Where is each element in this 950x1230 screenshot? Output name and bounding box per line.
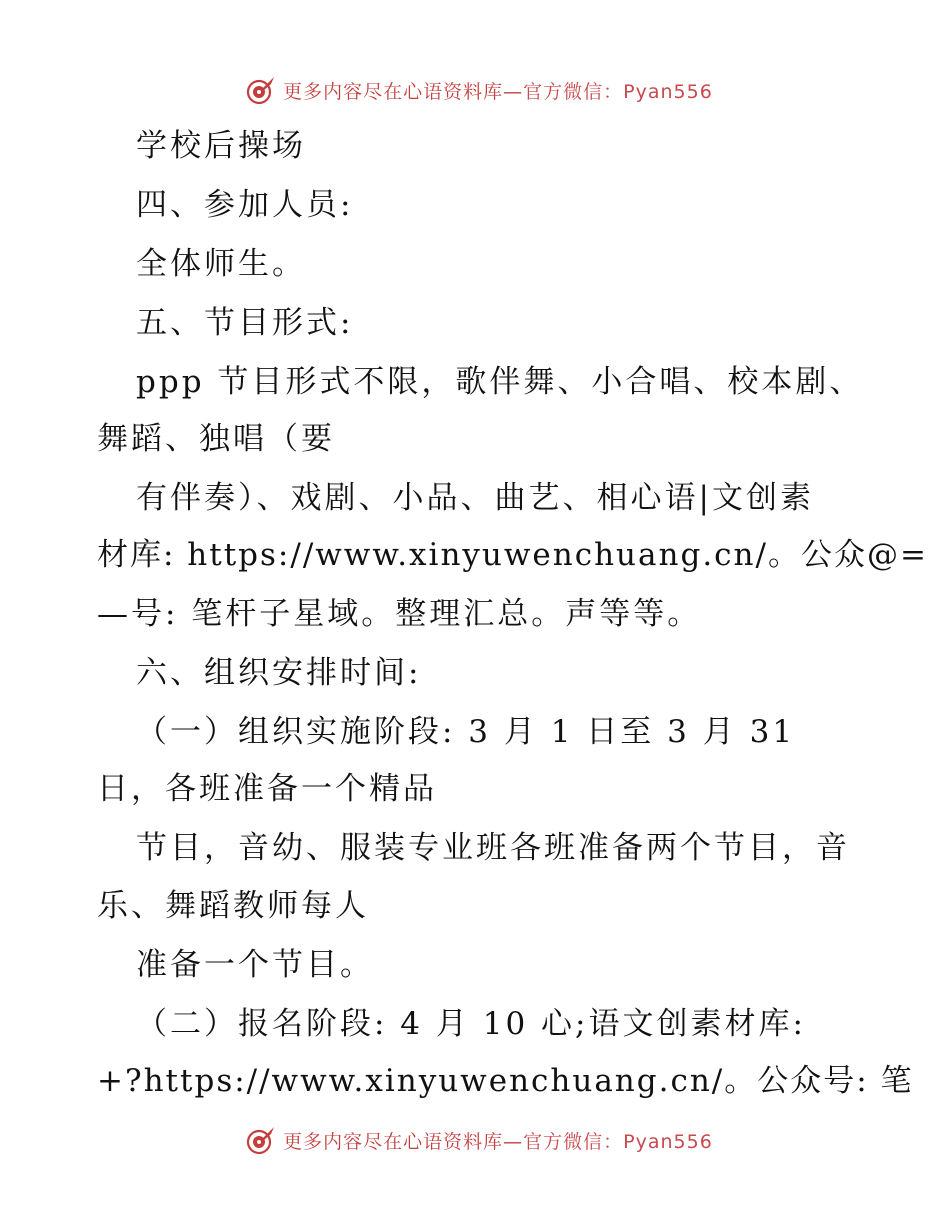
text-line: 准备一个节目。 (136, 947, 374, 983)
text-line: 节目，音幼、服装专业班各班准备两个节目，音 (136, 830, 850, 866)
text-line: 材库: https://www.xinyuwenchuang.cn/。公众@= (97, 537, 928, 573)
text-line: 日，各班准备一个精品 (97, 771, 437, 807)
text-line: 五、节目形式: (136, 305, 354, 341)
text-line: 舞蹈、独唱（要 (97, 421, 335, 457)
watermark-text: 更多内容尽在心语资料库—官方微信：Pyan556 (283, 80, 713, 103)
text-line: 全体师生。 (136, 246, 306, 282)
watermark-group (245, 1124, 713, 1156)
text-line: （一）组织实施阶段: 3 月 1 日至 3 月 31 (136, 714, 796, 750)
text-line: 有伴奏）、戏剧、小品、曲艺、相心语|文创素 (136, 480, 814, 516)
text-line: （二）报名阶段: 4 月 10 心;语文创素材库: (136, 1006, 806, 1042)
watermark-text: 更多内容尽在心语资料库—官方微信：Pyan556 (283, 1130, 713, 1153)
text-line: 六、组织安排时间: (136, 655, 422, 691)
text-line: 四、参加人员: (136, 187, 354, 223)
footer-watermark (0, 1120, 950, 1160)
text-line: 乐、舞蹈教师每人 (97, 888, 369, 924)
text-line: +?https://www.xinyuwenchuang.cn/。公众号: 笔 (97, 1063, 914, 1099)
text-line: 学校后操场 (136, 128, 306, 164)
text-line: —号: 笔杆子星域。整理汇总。声等等。 (97, 596, 702, 632)
quill-logo-icon (245, 1124, 277, 1156)
text-line: ppp 节目形式不限，歌伴舞、小合唱、校本剧、 (136, 364, 864, 400)
